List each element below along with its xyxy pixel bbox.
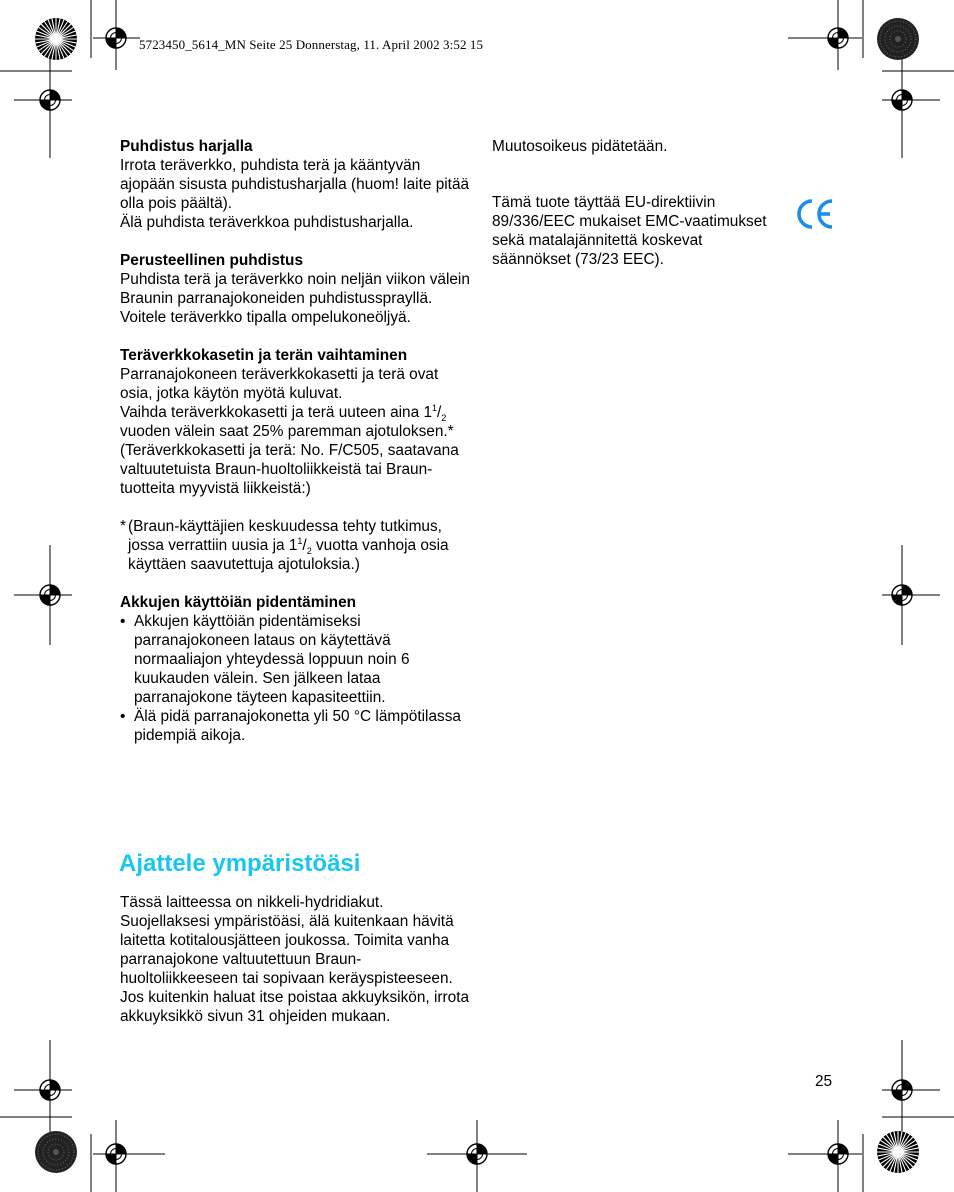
left-column xyxy=(120,137,470,764)
list-item-text: Älä pidä parranajokonetta yli 50 °C lämpötilassa pidempiä aikoja. xyxy=(134,708,461,744)
list-item xyxy=(120,707,470,745)
bullet-icon: • xyxy=(120,613,126,630)
fraction-numerator: 1 xyxy=(432,402,438,413)
paragraph-eu-compliance: Tämä tuote täyttää EU-direktiivin 89/336/EEC mukaiset EMC-vaatimukset sekä matalajännitettä koskevat säännökset (73/23 EEC). xyxy=(492,194,767,268)
paragraph: Irrota teräverkko, puhdista terä ja kääntyvän ajopään sisusta puhdistusharjalla (huom! laite pitää olla pois päältä). xyxy=(120,157,470,212)
text-fragment: Vaihda teräverkkokasetti ja terä uuteen aina 1 xyxy=(120,404,432,421)
print-slug: 5723450_5614_MN Seite 25 Donnerstag, 11. April 2002 3:52 15 xyxy=(139,37,484,52)
text-fragment: (Braun-käyttäjien keskuudessa tehty tutkimus, jossa verrattiin uusia ja 1 xyxy=(128,518,442,554)
fraction-one-half: $^1/_2$ xyxy=(297,535,312,557)
fraction-numerator: 1 xyxy=(297,535,303,546)
text-fragment: vuoden välein saat 25% paremman ajotuloksen.* xyxy=(120,423,454,440)
fraction-denominator: 2 xyxy=(441,413,447,424)
environment-text: Tässä laitteessa on nikkeli-hydridiakut. Suojellaksesi ympäristöäsi, älä kuitenkaan hävitä laitetta kotitalousjätteen joukossa. Toimita vanha parranajokone valtuutettuun Braun-huoltoliikkeeseen tai sopivaan keräyspisteeseen. Jos kuitenkin haluat itse poistaa akkuyksikön, irrota akkuyksikkö sivun 31 ohjeiden mukaan. xyxy=(120,894,470,1025)
footnote-text xyxy=(128,517,470,574)
section-heading: Perusteellinen puhdistus xyxy=(120,252,304,269)
bullet-icon: • xyxy=(120,708,126,725)
paragraph xyxy=(120,403,470,441)
list-item xyxy=(120,612,470,707)
list-item-text: Akkujen käyttöiän pidentämiseksi parranajokoneen lataus on käytettävä normaaliajon yhteydessä loppuun noin 6 kuukauden välein. Sen jälkeen lataa parranajokone täyteen kapasiteettiin. xyxy=(134,613,410,706)
paragraph: Parranajokoneen teräverkkokasetti ja terä ovat osia, jotka käytön myötä kuluvat. xyxy=(120,366,439,402)
page-number: 25 xyxy=(815,1073,833,1090)
section-thorough-cleaning xyxy=(120,251,470,327)
bullet-list xyxy=(120,612,470,745)
fraction-one-half: $^1/_2$ xyxy=(432,402,447,424)
section-brush-cleaning xyxy=(120,137,470,232)
fraction-denominator: 2 xyxy=(306,546,312,557)
section-battery-life xyxy=(120,593,470,745)
paragraph: Älä puhdista teräverkkoa puhdistusharjalla. xyxy=(120,214,414,231)
footnote-mark: * xyxy=(120,518,126,535)
ce-mark-icon xyxy=(795,197,835,231)
paragraph-rights-reserved: Muutosoikeus pidätetään. xyxy=(492,138,668,155)
text-fragment: vuotta vanhoja osia käyttäen saavutettuja ajotuloksia.) xyxy=(128,537,449,573)
paragraph: (Teräverkkokasetti ja terä: No. F/C505, saatavana valtuutetuista Braun-huoltoliikkeistä tai Braun-tuotteita myyvistä liikkeistä:) xyxy=(120,442,459,497)
section-replacement xyxy=(120,346,470,498)
footnote xyxy=(120,517,470,574)
paragraph: Puhdista terä ja teräverkko noin neljän viikon välein Braunin parranajokoneiden puhdistussprayllä. Voitele teräverkko tipalla ompelukoneöljyä. xyxy=(120,271,470,326)
section-heading: Puhdistus harjalla xyxy=(120,138,253,155)
right-column xyxy=(492,137,782,269)
section-heading: Teräverkkokasetin ja terän vaihtaminen xyxy=(120,347,408,364)
environment-heading: Ajattele ympäristöäsi xyxy=(119,850,361,877)
section-heading: Akkujen käyttöiän pidentäminen xyxy=(120,594,357,611)
